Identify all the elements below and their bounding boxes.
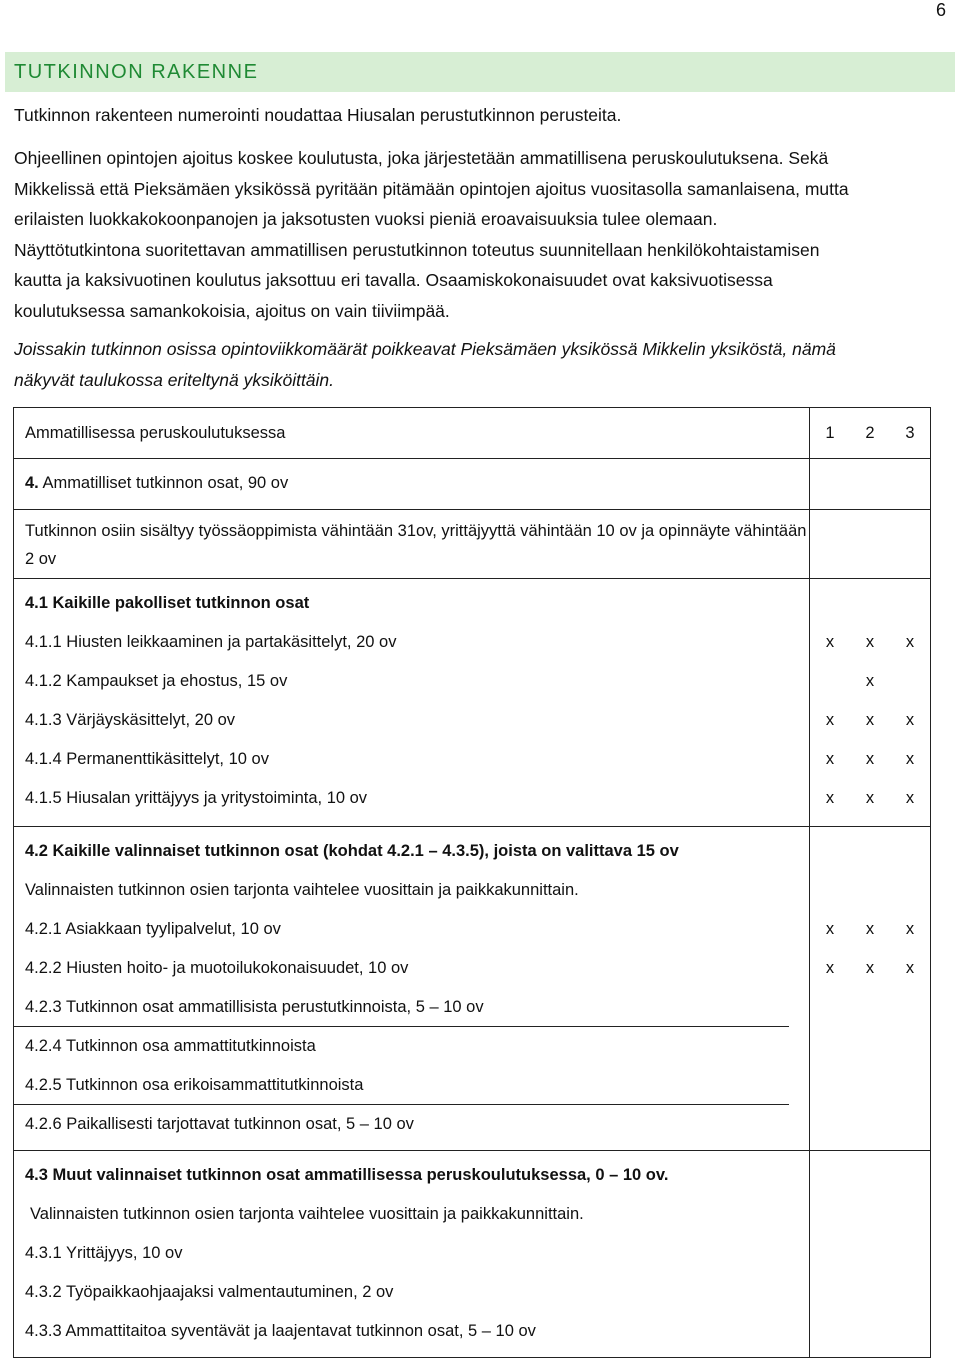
mark-year-2: x bbox=[865, 789, 875, 807]
course-4-2-6: 4.2.6 Paikallisesti tarjottavat tutkinnon osat, 5 – 10 ov bbox=[25, 1115, 414, 1133]
course-4-2-4: 4.2.4 Tutkinnon osa ammattitutkinnoista bbox=[25, 1037, 316, 1055]
mark-year-2: x bbox=[865, 711, 875, 729]
section41-x-cell bbox=[810, 579, 931, 827]
section41-cell bbox=[14, 579, 810, 827]
section42-title: 4.2 Kaikille valinnaiset tutkinnon osat (kohdat 4.2.1 – 4.3.5), joista on valittava 15 ov bbox=[25, 842, 679, 860]
mark-year-1 bbox=[810, 662, 850, 701]
course-4-1-4: 4.1.4 Permanenttikäsittelyt, 10 ov bbox=[25, 750, 269, 768]
italic-note bbox=[14, 334, 950, 395]
section-title: TUTKINNON RAKENNE bbox=[5, 52, 955, 92]
year-1: 1 bbox=[825, 424, 835, 442]
marks-4-1-3 bbox=[810, 701, 930, 740]
section4-title-cell bbox=[14, 459, 810, 510]
section4-note-x-cell bbox=[810, 510, 931, 579]
section42-note: Valinnaisten tutkinnon osien tarjonta vaihtelee vuosittain ja paikkakunnittain. bbox=[25, 881, 579, 899]
years-cell bbox=[810, 408, 931, 459]
section4-title-num: 4. bbox=[25, 474, 39, 492]
page-number: 6 bbox=[935, 0, 946, 20]
main-paragraph bbox=[14, 143, 950, 326]
mark-year-1: x bbox=[825, 633, 835, 651]
marks-4-1-5 bbox=[810, 779, 930, 818]
section42-x-cell bbox=[810, 827, 931, 1151]
text-line: Ohjeellinen opintojen ajoitus koskee koulutusta, joka järjestetään ammatillisena peruskoulutuksena. Sekä bbox=[14, 148, 829, 168]
section43-title: 4.3 Muut valinnaiset tutkinnon osat ammatillisessa peruskoulutuksessa, 0 – 10 ov. bbox=[25, 1166, 669, 1184]
marks-4-1-1 bbox=[810, 623, 930, 662]
section41-row bbox=[14, 579, 931, 827]
mark-year-3: x bbox=[905, 750, 915, 768]
section42-cell bbox=[14, 827, 810, 1151]
section43-row bbox=[14, 1151, 931, 1358]
mark-year-3: x bbox=[905, 633, 915, 651]
marks-4-1-2 bbox=[810, 662, 930, 701]
table-header-row bbox=[14, 408, 931, 459]
mark-year-3: x bbox=[905, 711, 915, 729]
marks-spacer bbox=[810, 584, 930, 623]
section41-title: 4.1 Kaikille pakolliset tutkinnon osat bbox=[25, 594, 310, 612]
header-label: Ammatillisessa peruskoulutuksessa bbox=[25, 424, 286, 442]
course-4-2-5: 4.2.5 Tutkinnon osa erikoisammattitutkinnoista bbox=[14, 1066, 789, 1105]
marks-4-1-4 bbox=[810, 740, 930, 779]
mark-year-1: x bbox=[825, 959, 835, 977]
mark-year-1: x bbox=[825, 750, 835, 768]
course-4-3-3: 4.3.3 Ammattitaitoa syventävät ja laajentavat tutkinnon osat, 5 – 10 ov bbox=[25, 1322, 536, 1340]
mark-year-2: x bbox=[865, 959, 875, 977]
text-line: kautta ja kaksivuotinen koulutus jaksottuu eri tavalla. Osaamiskokonaisuudet ovat kaksivuotisessa bbox=[14, 270, 773, 290]
mark-year-3: x bbox=[905, 959, 915, 977]
section43-note: Valinnaisten tutkinnon osien tarjonta vaihtelee vuosittain ja paikkakunnittain. bbox=[30, 1205, 584, 1223]
mark-year-3: x bbox=[905, 920, 915, 938]
year-3: 3 bbox=[905, 424, 915, 442]
marks-4-2-2 bbox=[810, 949, 930, 988]
mark-year-3: x bbox=[905, 789, 915, 807]
course-4-2-1: 4.2.1 Asiakkaan tyylipalvelut, 10 ov bbox=[25, 920, 281, 938]
intro-paragraph bbox=[14, 100, 950, 131]
course-structure-table bbox=[13, 407, 931, 1358]
course-4-1-2: 4.1.2 Kampaukset ja ehostus, 15 ov bbox=[25, 672, 288, 690]
mark-year-2: x bbox=[865, 672, 875, 690]
course-4-1-3: 4.1.3 Värjäyskäsittelyt, 20 ov bbox=[25, 711, 236, 729]
course-4-1-5: 4.1.5 Hiusalan yrittäjyys ja yritystoiminta, 10 ov bbox=[25, 789, 368, 807]
header-label-cell bbox=[14, 408, 810, 459]
section4-title-x-cell bbox=[810, 459, 931, 510]
course-4-1-1: 4.1.1 Hiusten leikkaaminen ja partakäsittelyt, 20 ov bbox=[25, 633, 397, 651]
mark-year-1: x bbox=[825, 711, 835, 729]
section4-note: Tutkinnon osiin sisältyy työssäoppimista vähintään 31ov, yrittäjyyttä vähintään 10 ov ja opinnäyte vähintään 2 ov bbox=[25, 522, 807, 568]
section43-cell bbox=[14, 1151, 810, 1358]
course-4-3-2: 4.3.2 Työpaikkaohjaajaksi valmentautuminen, 2 ov bbox=[25, 1283, 394, 1301]
section43-x-cell bbox=[810, 1151, 931, 1358]
course-4-3-1: 4.3.1 Yrittäjyys, 10 ov bbox=[25, 1244, 183, 1262]
year-headers bbox=[810, 408, 930, 458]
section4-title-text: Ammatilliset tutkinnon osat, 90 ov bbox=[38, 474, 289, 492]
italic-line: Joissakin tutkinnon osissa opintoviikkomäärät poikkeavat Pieksämäen yksikössä Mikkelin yksiköstä, nämä bbox=[14, 339, 836, 359]
text-line: koulutuksessa samankokoisia, ajoitus on vain tiiviimpää. bbox=[14, 300, 450, 321]
section4-note-cell bbox=[14, 510, 810, 579]
marks-spacer bbox=[810, 832, 930, 871]
italic-line: näkyvät taulukossa eriteltynä yksiköittäin. bbox=[14, 369, 335, 390]
mark-year-1: x bbox=[825, 789, 835, 807]
marks-spacer bbox=[810, 871, 930, 910]
course-4-2-3: 4.2.3 Tutkinnon osat ammatillisista perustutkinnoista, 5 – 10 ov bbox=[14, 988, 789, 1027]
course-4-2-2: 4.2.2 Hiusten hoito- ja muotoilukokonaisuudet, 10 ov bbox=[25, 959, 409, 977]
section4-title-row bbox=[14, 459, 931, 510]
marks-4-2-1 bbox=[810, 910, 930, 949]
intro-text: Tutkinnon rakenteen numerointi noudattaa Hiusalan perustutkinnon perusteita. bbox=[14, 105, 622, 125]
mark-year-1: x bbox=[825, 920, 835, 938]
mark-year-3 bbox=[890, 662, 930, 701]
mark-year-2: x bbox=[865, 920, 875, 938]
year-2: 2 bbox=[865, 424, 875, 442]
section42-row bbox=[14, 827, 931, 1151]
section4-title bbox=[14, 459, 809, 509]
text-line: Mikkelissä että Pieksämäen yksikössä pyritään pitämään opintojen ajoitus vuositasolla samanlaisena, mutta bbox=[14, 178, 849, 199]
text-line: erilaisten luokkakokoonpanojen ja jaksotusten vuoksi pieniä eroavaisuuksia tulee olemaan. bbox=[14, 209, 718, 229]
mark-year-2: x bbox=[865, 633, 875, 651]
text-line: Näyttötutkintona suoritettavan ammatillisen perustutkinnon toteutus suunnitellaan henkilökohtaistamisen bbox=[14, 239, 820, 260]
mark-year-2: x bbox=[865, 750, 875, 768]
section4-note-row bbox=[14, 510, 931, 579]
